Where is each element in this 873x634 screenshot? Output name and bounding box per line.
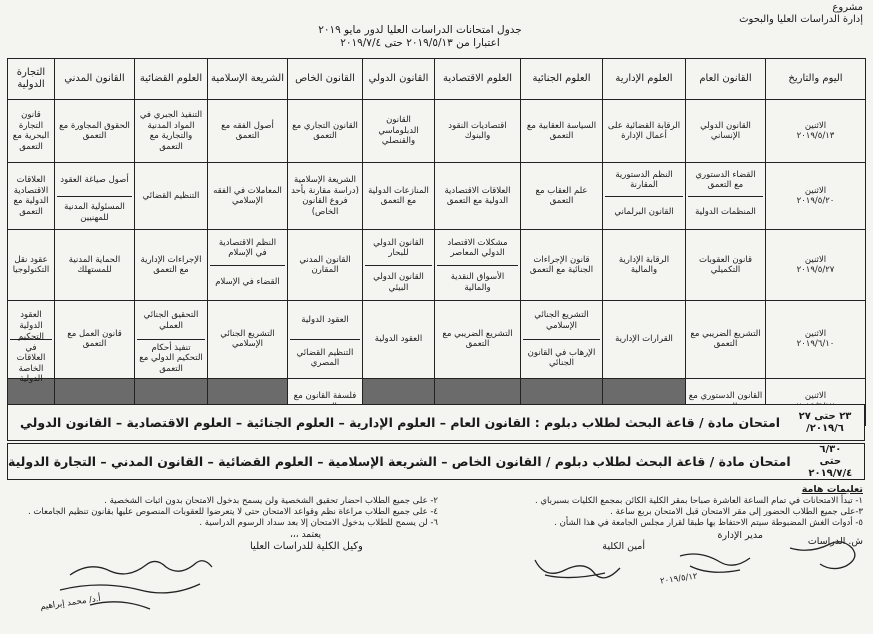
date-label: ٢٠١٩/٥/١٣ [796,131,835,141]
exam-cell-bottom: القانون البرلماني [605,196,683,228]
exam-cell: القانون الدولي الإنساني [686,100,766,163]
day-label: الاثنين [804,120,827,131]
notice-text: امتحان مادة / قاعة البحث لطلاب دبلوم : القانون العام – العلوم الإدارية – العلوم الجنائية – العلوم الاقتصادية – القانون الدولي [20,415,780,430]
notice-dates-line-1: ٢٣ حتى ٢٧ [798,410,852,422]
header-civil-law: القانون المدني [55,59,135,100]
date-label: ٢٠١٩/٥/٢٠ [796,196,835,206]
instruction-item: ٦- لن يسمح للطلاب بدخول الامتحان إلا بعد سداد الرسوم الدراسية . [199,518,438,528]
exam-cell: العلاقات الاقتصادية الدولية مع التعمق [8,163,55,230]
exam-cell: المنازعات الدولية مع التعمق [363,163,435,230]
college-secretary-label: أمين الكلية [602,541,645,552]
exam-cell: القانون المدني المقارن [288,230,363,301]
admin-director-label: مدير الإدارة [717,530,763,541]
day-label: الاثنين [804,254,827,265]
exam-cell: قانون العقوبات التكميلي [686,230,766,301]
exam-cell: العقود الدولية [363,301,435,379]
header-criminal-sciences: العلوم الجنائية [521,59,603,100]
instruction-item: ٤- على جميع الطلاب مراعاة نظم وقواعد الامتحان حتى لا يتعرضوا للعقوبات المنصوص عليها بقانون تنظيم الجامعات . [28,507,438,517]
exam-cell: الرقابة الإدارية والمالية [603,230,686,301]
exam-cell: التشريع الجنائي الإسلامي [208,301,288,379]
exam-cell: عقود نقل التكنولوجيا [8,230,55,301]
title-line-1: جدول امتحانات الدراسات العليا لدور مايو ٢٠١٩ [318,24,522,36]
exam-cell: القرارات الإدارية [603,301,686,379]
exam-cell: الرقابة القضائية على أعمال الإدارة [603,100,686,163]
signature-vice-dean [60,561,212,609]
signature-director [680,554,750,572]
stamp-name: أ.د/ محمد إبراهيم [39,593,102,613]
signature-studies-head [790,542,855,569]
exam-cell: التشريع الضريبي مع التعمق [435,301,521,379]
studies-head-label: ش. الدراسات [807,536,863,547]
header-administrative-sciences: العلوم الإدارية [603,59,686,100]
instruction-item: ٥- أدوات الغش المضبوطة سيتم الاحتفاظ بها طبقا لقرار مجلس الجامعة في هذا الشأن . [554,518,863,528]
exam-cell-top: النظم الاقتصادية في الإسلام [218,237,277,258]
vice-dean-label: وكيل الكلية للدراسات العليا [250,541,363,552]
header-private-law: القانون الخاص [288,59,363,100]
exam-cell-bottom: المنظمات الدولية [688,196,763,228]
exam-cell: قانون العمل مع التعمق [55,301,135,379]
header-economic-sciences: العلوم الاقتصادية [435,59,521,100]
exam-cell-bottom: المسئولية المدنية للمهنيين [57,196,132,228]
exam-cell: العلاقات الاقتصادية الدولية مع التعمق [435,163,521,230]
exam-cell-top: العقود الدولية [301,315,349,326]
exam-cell: التنظيم القضائي [135,163,208,230]
exam-cell-top: أصول صياغة العقود [60,174,129,185]
exam-cell-top: العقود الدولية [19,310,43,331]
exam-cell: القانون الدستوري مع [686,378,766,425]
header-judicial-sciences: العلوم القضائية [135,59,208,100]
exam-cell-bottom: التحكيم في العلاقات الخاصة [10,339,52,376]
date-label: ٢٠١٩/٥/٢٧ [796,265,835,275]
exam-cell-top: النظم الدستورية المقارنة [615,169,673,190]
date-label: ٢٠١٩/٦/١٠ [796,339,835,350]
exam-cell: الإجراءات الإدارية مع التعمق [135,230,208,301]
exam-cell: الحقوق المجاورة مع التعمق [55,100,135,163]
approval-label: يعتمد ،،، [290,530,322,540]
notice-text: امتحان مادة / قاعة البحث لطلاب دبلوم / القانون الخاص – الشريعة الإسلامية – العلوم القضائية – القانون المدني – التجارة الدولية [8,454,791,469]
title-line-2: اعتبارا من ٢٠١٩/٥/١٣ حتى ٢٠١٩/٧/٤ [340,37,500,49]
header-public-law: القانون العام [686,59,766,100]
day-label: الاثنين [804,185,827,196]
exam-cell: الحماية المدنية للمستهلك [55,230,135,301]
exam-cell: الشريعة الإسلامية (دراسة مقارنة بأحد فروع القانون الخاص) [288,163,363,230]
exam-cell-bottom: الأسواق النقدية والمالية [437,265,518,299]
exam-cell: أصول الفقه مع التعمق [208,100,288,163]
signed-date: ٢٠١٩/٥/١٢ [659,571,699,587]
exam-cell-top: التشريع الجنائي الإسلامي [534,310,589,331]
header-international-trade: التجارة الدولية [8,59,55,100]
exam-cell: القانون الدبلوماسي والقنصلي [363,100,435,163]
day-label: الاثنين [804,328,827,339]
instruction-item: ٢- على جميع الطلاب احضار تحقيق الشخصية ولن يسمح بدخول الامتحان بدون اثبات الشخصية . [104,496,438,506]
signature-secretary [535,560,620,578]
notice-dates-line-2: ٢٠١٩/٦/ [806,422,844,434]
instruction-item: ٣-على جميع الطلاب الحضور إلى مقر الامتحان قبل الامتحان بربع ساعة . [610,507,863,517]
header-day-date: اليوم والتاريخ [766,59,866,100]
notice-dates-line-1: ٦/٣٠ [819,443,842,455]
instructions-title: تعليمات هامة [801,484,863,495]
day-label: الاثنين [804,391,827,401]
exam-cell: القانون التجاري مع التعمق [288,100,363,163]
exam-cell-top: التحقيق الجنائي العملي [143,310,199,331]
exam-cell: فلسفة القانون مع [288,378,363,425]
instruction-item: ١- تبدأ الامتحانات في تمام الساعة العاشرة صباحا بمقر الكلية الكائن بمجمع الكليات بسبرباي . [534,496,863,506]
exam-cell-top: القضاء الدستوري مع التعمق [695,169,756,190]
notice-dates-line-2: حتى ٢٠١٩/٧/٤ [808,455,853,479]
exam-cell-top: القانون الدولي للبحار [373,237,424,258]
dept-line-1: مشروع [832,2,863,13]
exam-cell: علم العقاب مع التعمق [521,163,603,230]
exam-cell-bottom: التنظيم القضائي المصري [290,339,360,376]
exam-cell-bottom: الإرهاب في القانون الجنائي [523,339,600,376]
exam-cell: قانون الإجراءات الجنائية مع التعمق [521,230,603,301]
exam-cell-bottom: تنفيذ أحكام التحكيم الدولي مع التعمق [137,339,205,376]
header-international-law: القانون الدولي [363,59,435,100]
exam-cell: اقتصاديات النقود والبنوك [435,100,521,163]
exam-cell: السياسة العقابية مع التعمق [521,100,603,163]
exam-cell-bottom: القانون الدولي البيئي [365,265,432,299]
exam-cell: المعاملات في الفقه الإسلامي [208,163,288,230]
dept-line-2: إدارة الدراسات العليا والبحوث [739,14,863,25]
exam-cell: التنفيذ الجبري في المواد المدنية والتجارية مع التعمق [135,100,208,163]
header-islamic-sharia: الشريعة الإسلامية [208,59,288,100]
exam-cell-bottom: القضاء في الإسلام [210,265,285,299]
exam-cell-top: مشكلات الاقتصاد الدولي المعاصر [447,237,508,258]
exam-cell: قانون التجارة البحرية مع التعمق [8,100,55,163]
exam-cell: التشريع الضريبي مع التعمق [686,301,766,379]
